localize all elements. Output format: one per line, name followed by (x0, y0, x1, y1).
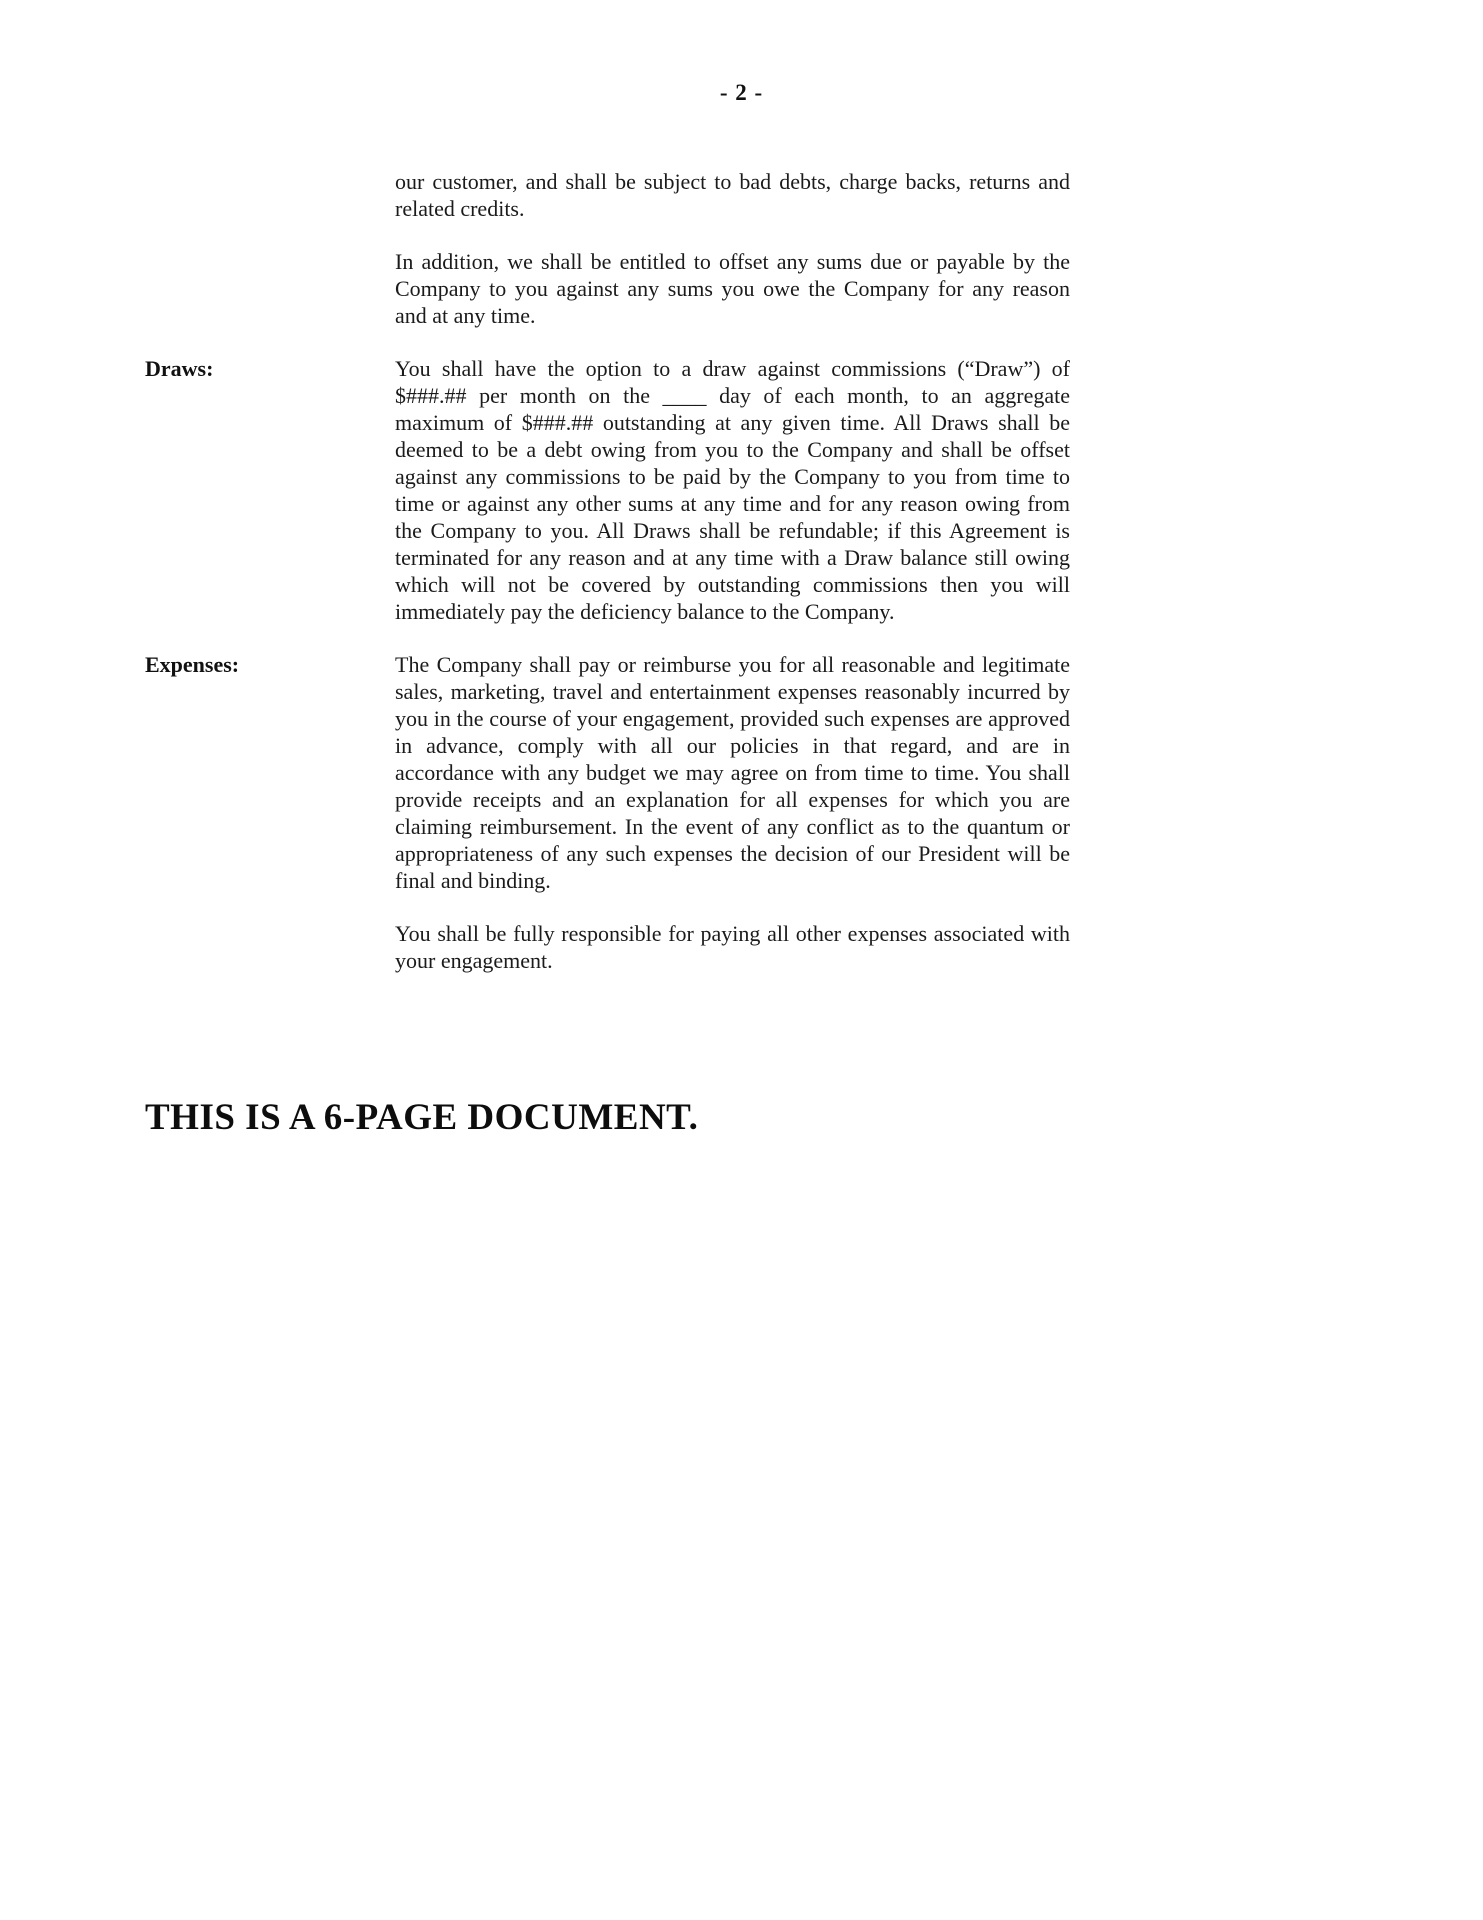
paragraph-row (145, 168, 1070, 222)
paragraph-row (145, 248, 1070, 329)
section-label-expenses: Expenses: (145, 652, 240, 677)
section-label-draws: Draws: (145, 356, 214, 381)
paragraph-offset-clause: In addition, we shall be entitled to offset any sums due or payable by the Company to you against any sums you owe the Company for any reason and at any time. (395, 249, 1070, 328)
paragraph-draws: You shall have the option to a draw against commissions (“Draw”) of $###.## per month on the ____ day of each month, to an aggregate maximum of $###.## outstanding at any given time. All Draws shall be deemed to be a debt owing from you to the Company and shall be offset against any commissions to be paid by the Company to you from time to time or against any other sums at any time and for any reason owing from the Company to you. All Draws shall be refundable; if this Agreement is terminated for any reason and at any time with a Draw balance still owing which will not be covered by outstanding commissions then you will immediately pay the deficiency balance to the Company. (395, 356, 1070, 624)
paragraph-other-expenses: You shall be fully responsible for paying all other expenses associated with your engagement. (395, 921, 1070, 973)
section-label (145, 248, 395, 329)
document-body (145, 168, 1070, 1139)
page-number: - 2 - (719, 80, 764, 105)
section-draws (145, 355, 1070, 625)
paragraph-continuation: our customer, and shall be subject to bad debts, charge backs, returns and related credits. (395, 169, 1070, 221)
section-label (145, 920, 395, 974)
section-expenses (145, 651, 1070, 894)
paragraph-expenses: The Company shall pay or reimburse you for all reasonable and legitimate sales, marketing, travel and entertainment expenses reasonably incurred by you in the course of your engagement, provided such expenses are approved in advance, comply with all our policies in that regard, and are in accordance with any budget we may agree on from time to time. You shall provide receipts and an explanation for all expenses for which you are claiming reimbursement. In the event of any conflict as to the quantum or appropriateness of any such expenses the decision of our President will be final and binding. (395, 652, 1070, 893)
paragraph-row (145, 920, 1070, 974)
document-length-notice: THIS IS A 6-PAGE DOCUMENT. (145, 1097, 699, 1138)
section-label (145, 168, 395, 222)
